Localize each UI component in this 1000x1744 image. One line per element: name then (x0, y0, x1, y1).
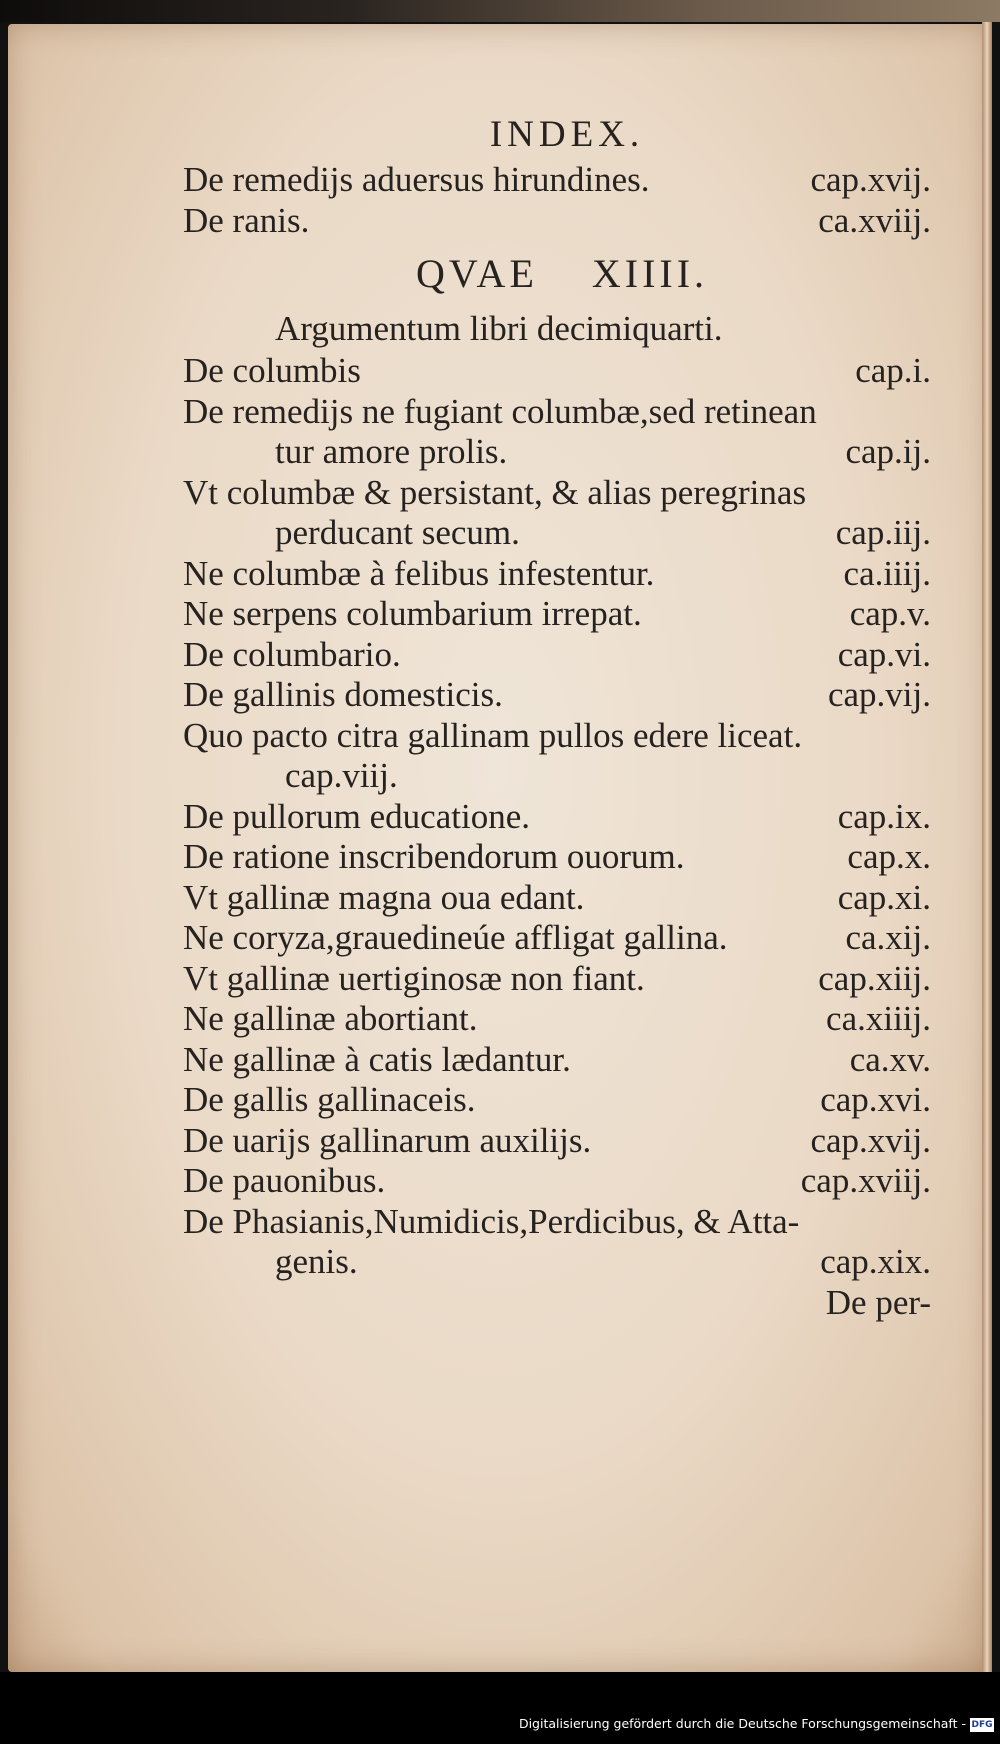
catchword: De per- (825, 1282, 931, 1322)
entry-text: De gallis gallinaceis. (183, 1080, 476, 1119)
index-entry (183, 1202, 931, 1243)
entry-text: De ratione inscribendorum ouorum. (183, 837, 685, 876)
index-entry (183, 1161, 931, 1202)
chapter-reference: cap.vij. (827, 675, 931, 714)
index-entry (183, 351, 931, 392)
chapter-reference: cap.i. (855, 351, 931, 390)
index-entry (183, 716, 931, 757)
entry-text: De remedijs ne fugiant columbæ,sed retinean (183, 391, 817, 431)
running-head: INDEX. (489, 114, 645, 155)
chapter-reference: cap.iij. (835, 513, 931, 552)
scan-top-edge (0, 0, 1000, 22)
funding-credit: Digitalisierung gefördert durch die Deutsche Forschungsgemeinschaft - (518, 1716, 966, 1731)
chapter-reference: cap.xviij. (800, 1161, 931, 1200)
chapter-entries (183, 351, 931, 1283)
entry-text: tur amore prolis. (275, 432, 508, 471)
book-argument-title: Argumentum libri decimiquarti. (275, 309, 723, 348)
chapter-reference: cap.x. (847, 837, 931, 876)
index-entry (183, 1040, 931, 1081)
chapter-reference: ca.xiiij. (826, 999, 931, 1038)
entry-text: De Phasianis,Numidicis,Perdicibus, & Atta- (183, 1201, 800, 1241)
index-entry (183, 201, 931, 242)
previous-book-entries (183, 160, 931, 241)
index-text-block (183, 110, 931, 1323)
chapter-reference: ca.xviij. (818, 200, 931, 240)
entry-text: De columbis (183, 351, 361, 390)
entry-text: De ranis. (183, 200, 310, 240)
entry-text: De pauonibus. (183, 1161, 386, 1200)
digitization-footer (0, 1672, 1000, 1744)
entry-text: perducant secum. (275, 513, 520, 552)
chapter-reference: cap.v. (849, 594, 931, 633)
chapter-reference: cap.xvi. (820, 1080, 931, 1119)
index-entry (183, 837, 931, 878)
chapter-reference: cap.ij. (845, 432, 931, 471)
entry-text: cap.viij. (285, 756, 398, 795)
chapter-reference: cap.vi. (837, 634, 931, 674)
index-entry (183, 756, 931, 797)
entry-text: Vt gallinæ uertiginosæ non fiant. (183, 958, 645, 998)
page-fore-edge (982, 22, 992, 1674)
chapter-reference: cap.xiij. (818, 958, 931, 998)
index-entry (183, 675, 931, 716)
chapter-reference: ca.xij. (845, 918, 931, 957)
index-entry (183, 432, 931, 473)
chapter-reference: cap.xvij. (810, 1120, 931, 1160)
entry-text: De gallinis domesticis. (183, 675, 503, 714)
index-entry (183, 1242, 931, 1283)
entry-text: Ne gallinæ à catis lædantur. (183, 1039, 571, 1079)
chapter-reference: cap.ix. (837, 796, 931, 836)
index-entry (183, 392, 931, 433)
index-entry (183, 878, 931, 919)
index-entry (183, 999, 931, 1040)
entry-text: genis. (275, 1242, 358, 1281)
index-entry (183, 473, 931, 514)
section-heading: QVAE XIIII. (415, 251, 709, 296)
entry-text: De uarijs gallinarum auxilijs. (183, 1120, 592, 1160)
entry-text: Quo pacto citra gallinam pullos edere liceat. (183, 715, 803, 755)
index-entry (183, 797, 931, 838)
entry-text: Vt gallinæ magna oua edant. (183, 877, 585, 917)
chapter-reference: cap.xvij. (810, 160, 931, 199)
entry-text: Ne columbæ à felibus infestentur. (183, 553, 655, 593)
index-entry (183, 959, 931, 1000)
entry-text: De pullorum educatione. (183, 796, 530, 836)
dfg-logo: DFG (971, 1720, 993, 1730)
entry-text: De columbario. (183, 634, 401, 674)
chapter-reference: cap.xi. (837, 877, 931, 917)
entry-text: Ne serpens columbarium irrepat. (183, 594, 642, 633)
index-entry (183, 1080, 931, 1121)
entry-text: Ne gallinæ abortiant. (183, 999, 478, 1038)
index-entry (183, 1121, 931, 1162)
index-entry (183, 513, 931, 554)
chapter-reference: ca.iiij. (843, 553, 931, 593)
index-entry (183, 160, 931, 201)
index-entry (183, 918, 931, 959)
entry-text: Ne coryza,grauedineúe affligat gallina. (183, 918, 728, 957)
chapter-reference: ca.xv. (849, 1039, 931, 1079)
entry-text: De remedijs aduersus hirundines. (183, 160, 650, 199)
chapter-reference: cap.xix. (820, 1242, 931, 1281)
index-entry (183, 554, 931, 595)
index-entry (183, 594, 931, 635)
entry-text: Vt columbæ & persistant, & alias peregrinas (183, 472, 807, 512)
index-entry (183, 635, 931, 676)
